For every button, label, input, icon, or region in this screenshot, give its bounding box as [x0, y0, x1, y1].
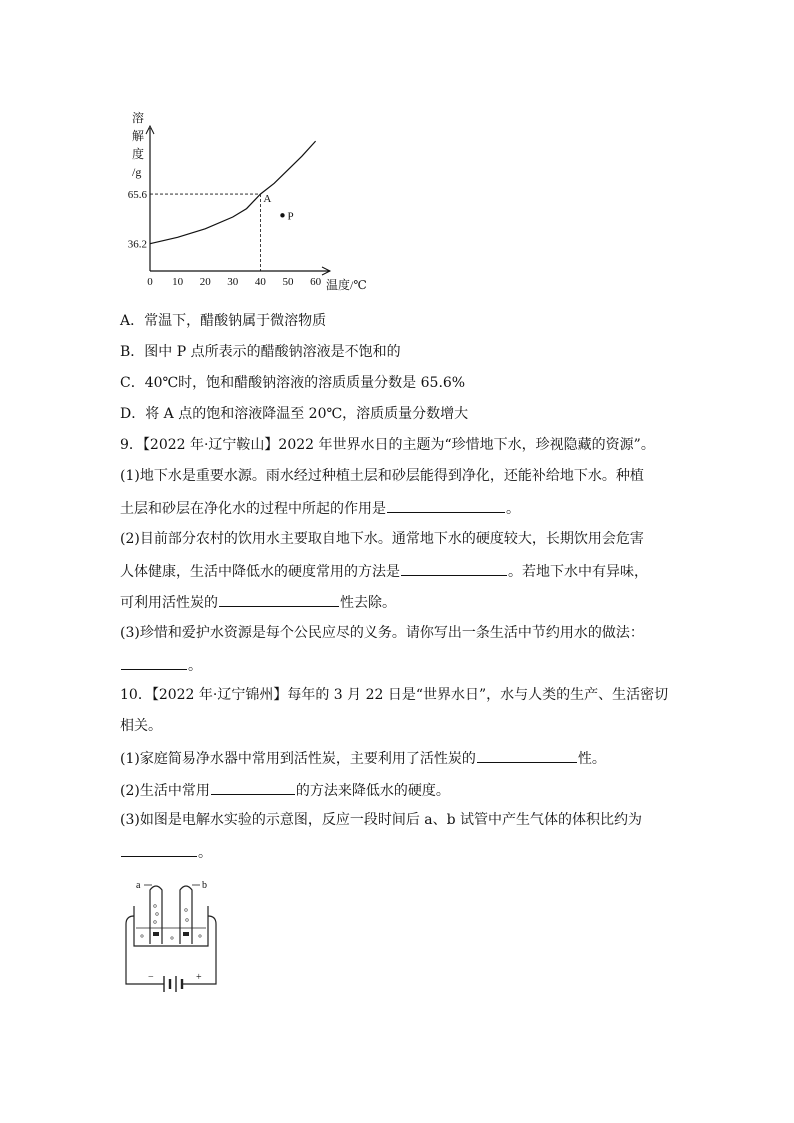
wire-left [126, 916, 164, 984]
x-tick-label: 10 [172, 276, 184, 288]
solubility-curve [150, 141, 316, 244]
minus-sign: − [148, 972, 154, 983]
electrode-b [183, 932, 189, 936]
solubility-chart [120, 108, 380, 293]
q9-p2-text-b: 。若地下水中有异味， [508, 564, 648, 580]
question-9-part1-line2 [120, 498, 520, 518]
point-label-p: P [287, 210, 294, 223]
option-d: D．将 A 点的饱和溶液降温至 20℃，溶质质量分数增大 [120, 406, 469, 422]
question-10-part2 [120, 780, 450, 800]
question-10-part1 [120, 748, 606, 768]
q9-blank-4[interactable] [121, 655, 187, 670]
question-10-part3: (3)如图是电解水实验的示意图，反应一段时间后 a、b 试管中产生气体的体积比约为 [120, 812, 643, 828]
question-9-part1-line1: (1)地下水是重要水源。雨水经过种植土层和砂层能得到净化，还能补给地下水。种植 [120, 468, 644, 484]
y-label-char: 溶 [132, 111, 145, 125]
question-9-part3-line1: (3)珍惜和爱护水资源是每个公民应尽的义务。请你写出一条生活中节约用水的做法： [120, 625, 644, 641]
tube-label-a: a [136, 880, 141, 891]
x-tick-label: 60 [310, 276, 322, 288]
x-axis-label: 温度/℃ [326, 278, 367, 292]
q10-blank-3[interactable] [121, 842, 197, 857]
x-tick-label: 20 [199, 276, 211, 288]
q10-p1-text-a: (1)家庭简易净水器中常用到活性炭，主要利用了活性炭的 [120, 751, 476, 767]
y-label-char: /g [132, 165, 142, 179]
q9-p2-text-c: 可利用活性炭的 [120, 595, 218, 611]
point-p [280, 213, 284, 217]
q9-blank-3[interactable] [219, 592, 339, 607]
electrode-a [153, 932, 159, 936]
q10-p2-text-a: (2)生活中常用 [120, 783, 210, 799]
q9-p1-text: 土层和砂层在净化水的过程中所起的作用是 [120, 501, 386, 517]
tube-label-b: b [202, 880, 207, 891]
beaker [134, 906, 208, 946]
y-tick-label: 36.2 [127, 238, 147, 251]
q10-blank-1[interactable] [477, 748, 577, 763]
q10-p1-text-b: 性。 [577, 751, 606, 767]
question-9-part2-line1: (2)目前部分农村的饮用水主要取自地下水。通常地下水的硬度较大，长期饮用会危害 [120, 531, 644, 547]
q9-p2-text-d: 性去除。 [340, 595, 396, 611]
plus-sign: + [196, 972, 202, 983]
question-9-part2-line3 [120, 592, 396, 612]
q9-p3-end: 。 [188, 658, 202, 674]
question-9-part2-line2 [120, 561, 648, 581]
option-a: A．常温下，醋酸钠属于微溶物质 [120, 313, 327, 329]
question-9-part3-line2 [120, 655, 202, 675]
q9-blank-2[interactable] [401, 561, 507, 576]
y-tick-label: 65.6 [127, 189, 147, 202]
q10-blank-2[interactable] [211, 780, 295, 795]
y-label-char: 度 [132, 147, 145, 161]
chart-points [150, 193, 294, 271]
q9-p1-end: 。 [506, 501, 520, 517]
option-c: C．40℃时，饱和醋酸钠溶液的溶质质量分数是 65.6% [120, 375, 466, 391]
electrolysis-diagram [120, 876, 230, 1001]
x-tick-label: 50 [282, 276, 294, 288]
y-axis-label [132, 110, 144, 179]
chart-series [150, 141, 316, 244]
x-tick-label: 30 [227, 276, 239, 288]
point-label-a: A [263, 193, 272, 206]
question-10-stem-line2: 相关。 [120, 718, 162, 734]
q9-blank-1[interactable] [387, 498, 505, 513]
chart-ticks [128, 189, 322, 288]
chart-axes [146, 126, 330, 275]
question-10-stem-line1: 10．【2022 年·辽宁锦州】每年的 3 月 22 日是“世界水日”，水与人类的生产、生活密切 [120, 687, 669, 703]
option-b: B．图中 P 点所表示的醋酸钠溶液是不饱和的 [120, 344, 401, 360]
x-tick-label: 0 [147, 276, 153, 288]
y-label-char: 解 [132, 129, 145, 143]
question-10-part3-answer [120, 842, 212, 862]
q10-p3-end: 。 [198, 845, 212, 861]
q10-p2-text-b: 的方法来降低水的硬度。 [295, 783, 450, 799]
x-tick-label: 40 [254, 276, 266, 288]
q9-p2-text-a: 人体健康，生活中降低水的硬度常用的方法是 [120, 564, 400, 580]
battery [164, 976, 182, 992]
question-9-stem: 9．【2022 年·辽宁鞍山】2022 年世界水日的主题为“珍惜地下水，珍视隐藏的资源”。 [120, 437, 655, 453]
